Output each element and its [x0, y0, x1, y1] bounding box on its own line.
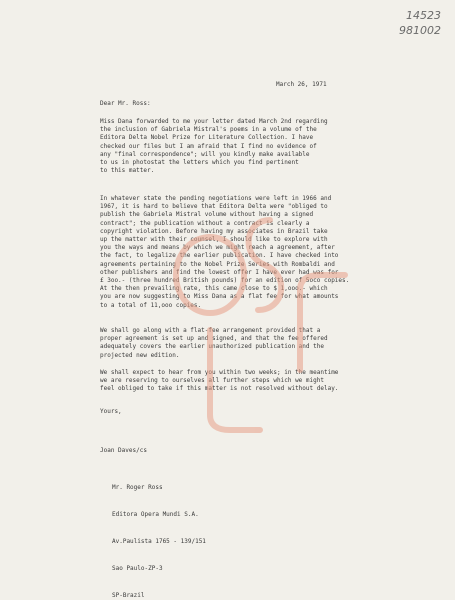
closing: Yours, — [100, 408, 122, 415]
salutation: Dear Mr. Ross: — [100, 100, 151, 107]
archive-number-line-2: 981002 — [399, 24, 441, 37]
address-line: SP-Brazil — [112, 592, 145, 599]
signature-line: Joan Daves/cs — [100, 447, 147, 454]
address-line: Av.Paulista 1765 - 139/151 — [112, 538, 206, 545]
paragraph-1: Miss Dana forwarded to me your letter dated March 2nd regarding the inclusion of Gabriela Mistral's poems in a volume of the Editora Delta Nobel Prize for Literature Collection. I have checked our files but I am afraid that I find no evidence of any "final correspondence"; will you kindly make available to us in photostat the letters which you find pertinent to this matter. — [100, 118, 328, 175]
letter-date: March 26, 1971 — [276, 81, 327, 88]
paragraph-3: We shall go along with a flat-fee arrangement provided that a proper agreement is set up and signed, and that the fee offered adequately covers the earlier unauthorized publication and the projected new edition. — [100, 327, 328, 359]
paragraph-4: We shall expect to hear from you within two weeks; in the meantime we are reserving to ourselves all further steps which we might feel obliged to take if this matter is not resolved without delay. — [100, 369, 339, 393]
archive-number-stamp — [381, 8, 441, 38]
recipient-address — [112, 465, 206, 600]
address-line: Mr. Roger Ross — [112, 484, 163, 491]
paragraph-2: In whatever state the pending negotiations were left in 1966 and 1967, it is hard to believe that Editora Delta were "obliged to publish the Gabriela Mistral volume without having a signed contract"; the publication without a contract is clearly a copyright violation. Before having my associates in Brazil take up the matter with their counsel, I should like to explore with you the ways and means by which we might reach a agreement, after the fact, to legalize the earlier publication. I have checked into agreements pertaining to the Nobel Prize Series with Rombaldi and other publishers and find the lowest offer I have ever had was for £ 3oo.- (three hundred British pounds) for an edition of 5oco copies. At the then prevailing rate, this came close to $ 1,ooo.- which you are now suggesting to Miss Dana as a flat fee for what amounts to a total of 11,ooo copies. — [100, 195, 350, 309]
address-line: Editora Opera Mundi S.A. — [112, 511, 199, 518]
address-line: Sao Paulo-ZP-3 — [112, 565, 163, 572]
archive-number-line-1: 14523 — [406, 9, 441, 22]
